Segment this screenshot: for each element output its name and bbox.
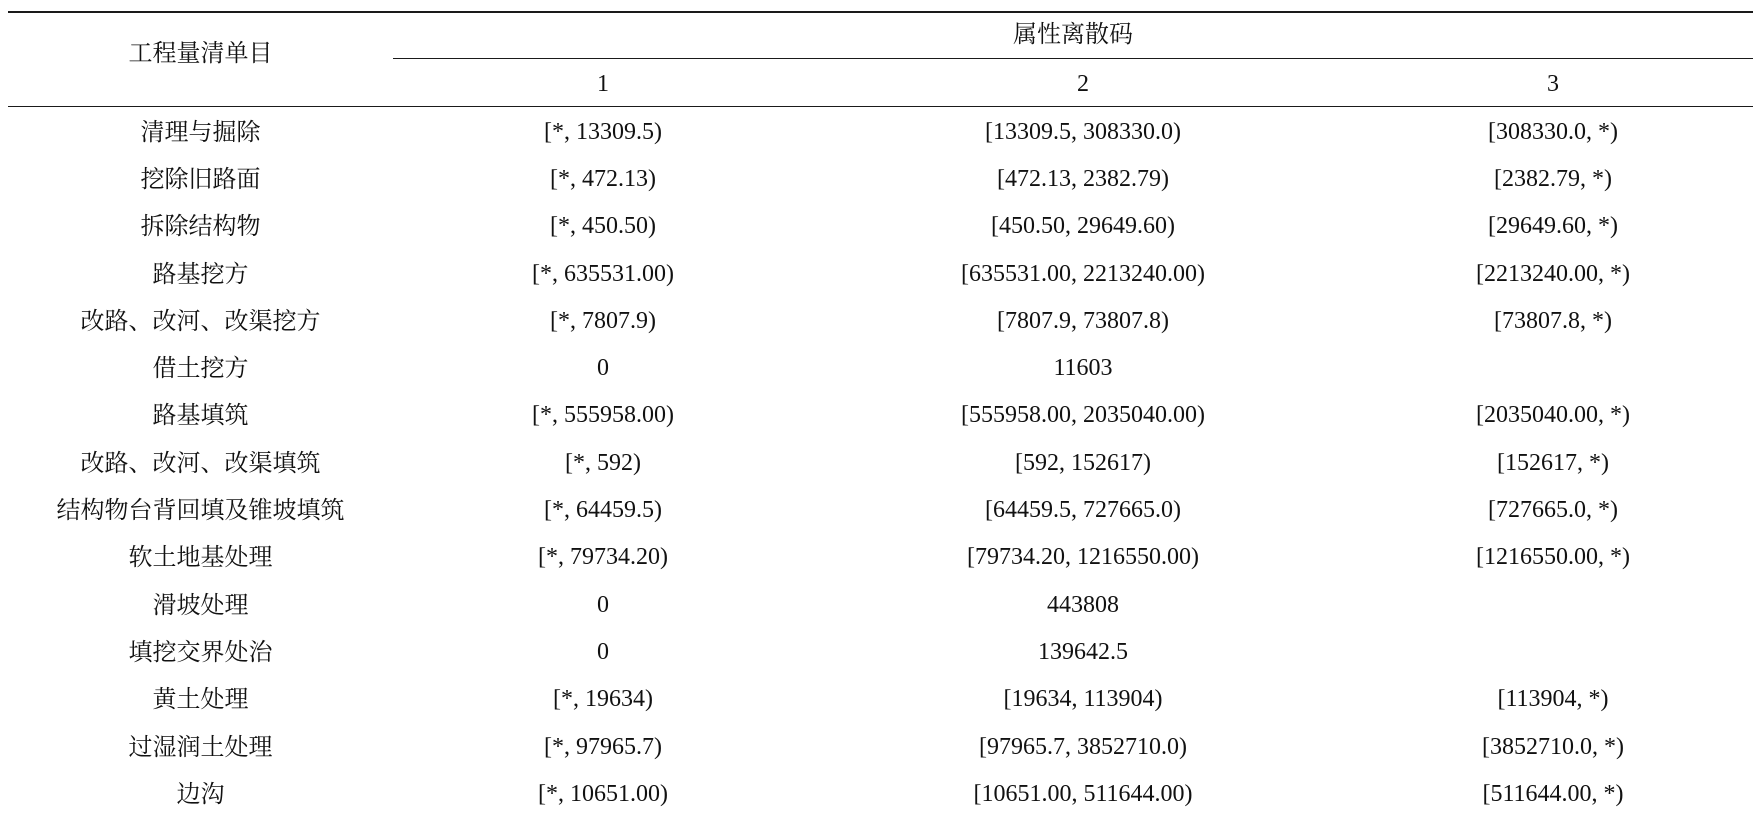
cell-code-3: [2382.79, *) bbox=[1494, 165, 1612, 192]
cell-code-3 bbox=[1353, 628, 1753, 675]
cell-code-1: [*, 7807.9) bbox=[550, 307, 656, 334]
row-item-label: 挖除旧路面 bbox=[140, 164, 261, 193]
cell-code-3: [73807.8, *) bbox=[1494, 307, 1612, 334]
cell-code-2: [555958.00, 2035040.00) bbox=[961, 402, 1205, 429]
row-item-label: 路基挖方 bbox=[152, 259, 249, 288]
cell-code-1: 0 bbox=[597, 591, 609, 618]
cell-code-1: 0 bbox=[597, 355, 609, 382]
row-item-label: 黄土处理 bbox=[152, 685, 249, 714]
cell-code-2: [450.50, 29649.60) bbox=[991, 213, 1175, 240]
cell-code-2: [472.13, 2382.79) bbox=[997, 165, 1169, 192]
header-code-2: 2 bbox=[1077, 71, 1089, 97]
header-code-1: 1 bbox=[597, 71, 609, 97]
cell-code-2: [13309.5, 308330.0) bbox=[985, 118, 1181, 145]
cell-code-2: [79734.20, 1216550.00) bbox=[967, 544, 1199, 571]
cell-code-1: [*, 10651.00) bbox=[538, 780, 668, 807]
cell-code-1: [*, 472.13) bbox=[550, 165, 656, 192]
header-group-label: 属性离散码 bbox=[1013, 20, 1133, 48]
header-code-3: 3 bbox=[1547, 71, 1559, 97]
row-item-label: 路基填筑 bbox=[152, 401, 249, 430]
cell-code-3: [3852710.0, *) bbox=[1482, 733, 1624, 760]
cell-code-3: [2035040.00, *) bbox=[1476, 402, 1630, 429]
cell-code-1: [*, 450.50) bbox=[550, 213, 656, 240]
row-item-label: 滑坡处理 bbox=[152, 590, 249, 619]
cell-code-1: [*, 19634) bbox=[553, 686, 653, 713]
cell-code-2: [97965.7, 3852710.0) bbox=[979, 733, 1187, 760]
row-item-label: 过湿润土处理 bbox=[128, 732, 273, 761]
cell-code-1: [*, 635531.00) bbox=[532, 260, 674, 287]
cell-code-2: 11603 bbox=[1053, 355, 1113, 382]
cell-code-3: [29649.60, *) bbox=[1488, 213, 1618, 240]
cell-code-3 bbox=[1353, 345, 1753, 392]
cell-code-2: [592, 152617) bbox=[1015, 449, 1151, 476]
cell-code-2: [635531.00, 2213240.00) bbox=[961, 260, 1205, 287]
cell-code-3: [308330.0, *) bbox=[1488, 118, 1618, 145]
cell-code-3: [1216550.00, *) bbox=[1476, 544, 1630, 571]
cell-code-2: [10651.00, 511644.00) bbox=[973, 780, 1193, 807]
cell-code-2: 443808 bbox=[1047, 591, 1119, 618]
cell-code-3: [2213240.00, *) bbox=[1476, 260, 1630, 287]
cell-code-1: [*, 555958.00) bbox=[532, 402, 674, 429]
cell-code-2: [19634, 113904) bbox=[1003, 686, 1163, 713]
row-item-label: 边沟 bbox=[176, 779, 225, 808]
cell-code-1: [*, 79734.20) bbox=[538, 544, 668, 571]
cell-code-1: [*, 592) bbox=[565, 449, 641, 476]
cell-code-2: [7807.9, 73807.8) bbox=[997, 307, 1169, 334]
cell-code-3: [727665.0, *) bbox=[1488, 497, 1618, 524]
row-item-label: 改路、改河、改渠填筑 bbox=[80, 448, 321, 477]
header-group-rule bbox=[393, 58, 1753, 59]
cell-code-1: 0 bbox=[597, 638, 609, 665]
row-item-label: 清理与掘除 bbox=[140, 117, 261, 146]
cell-code-1: [*, 13309.5) bbox=[544, 118, 662, 145]
cell-code-3 bbox=[1353, 581, 1753, 628]
cell-code-3: [113904, *) bbox=[1497, 686, 1609, 713]
cell-code-2: 139642.5 bbox=[1038, 638, 1128, 665]
header-bottom-rule bbox=[8, 106, 1753, 107]
row-item-label: 借土挖方 bbox=[152, 354, 249, 383]
cell-code-2: [64459.5, 727665.0) bbox=[985, 497, 1181, 524]
row-item-label: 填挖交界处治 bbox=[128, 637, 273, 666]
row-item-label: 软土地基处理 bbox=[128, 543, 273, 572]
cell-code-1: [*, 64459.5) bbox=[544, 497, 662, 524]
table-top-rule bbox=[8, 11, 1753, 13]
cell-code-1: [*, 97965.7) bbox=[544, 733, 662, 760]
row-item-label: 结构物台背回填及锥坡填筑 bbox=[56, 496, 345, 525]
cell-code-3: [152617, *) bbox=[1497, 449, 1609, 476]
header-row-label: 工程量清单目 bbox=[128, 39, 273, 67]
cell-code-3: [511644.00, *) bbox=[1482, 780, 1624, 807]
row-item-label: 改路、改河、改渠挖方 bbox=[80, 306, 321, 335]
row-item-label: 拆除结构物 bbox=[140, 212, 261, 241]
